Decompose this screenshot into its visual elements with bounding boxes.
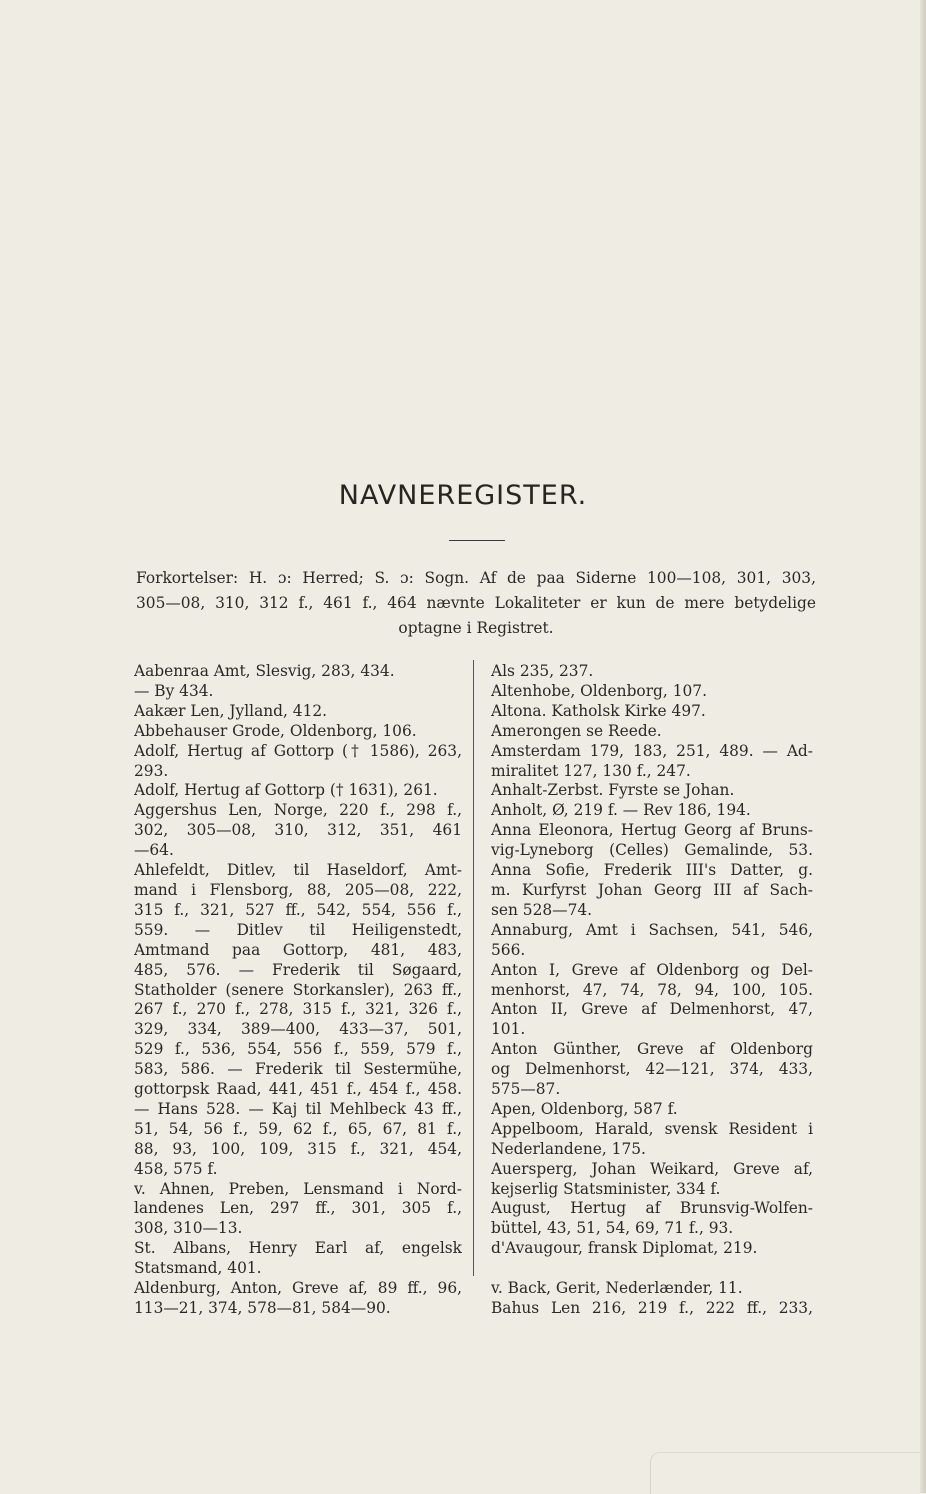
register-entry-line: Anton I, Greve af Oldenborg og Del-	[491, 960, 813, 979]
register-entry-line: Bahus Len 216, 219 f., 222 ff., 233,	[491, 1298, 813, 1317]
register-entry-line: 101.	[491, 1020, 526, 1039]
register-right-column	[491, 662, 813, 1319]
register-entry-line: —64.	[134, 841, 174, 860]
register-entry-line: Als 235, 237.	[491, 662, 594, 680]
abbreviations-note	[136, 566, 816, 641]
abbreviations-line: optagne i Registret.	[398, 619, 554, 637]
register-entry-line: Aldenburg, Anton, Greve af, 89 ff., 96,	[134, 1279, 462, 1298]
register-entry-line: Aabenraa Amt, Slesvig, 283, 434.	[134, 662, 395, 680]
register-entry-line: 293.	[134, 761, 169, 780]
page-edge	[920, 0, 926, 1493]
register-entry-line: 113—21, 374, 578—81, 584—90.	[134, 1299, 391, 1317]
register-entry-line: Anholt, Ø, 219 f. — Rev 186, 194.	[491, 801, 751, 820]
register-entry-line: Statholder (senere Storkansler), 263 ff.,	[134, 980, 462, 999]
title-rule	[449, 540, 505, 541]
register-entry-line: büttel, 43, 51, 54, 69, 71 f., 93.	[491, 1219, 734, 1238]
register-entry-line: 458, 575 f.	[134, 1159, 218, 1178]
register-entry-line: v. Back, Gerit, Nederlænder, 11.	[491, 1279, 743, 1298]
register-entry-line: Anton Günther, Greve af Oldenborg	[491, 1040, 813, 1059]
register-entry-line: 566.	[491, 940, 526, 959]
register-entry-line: 559. — Ditlev til Heiligenstedt,	[134, 920, 462, 939]
register-entry-line: Adolf, Hertug af Gottorp († 1631), 261.	[134, 781, 438, 800]
register-entry-line: 51, 54, 56 f., 59, 62 f., 65, 67, 81 f.,	[134, 1119, 462, 1138]
register-entry-line: Altona. Katholsk Kirke 497.	[491, 701, 706, 720]
abbreviations-line: 305—08, 310, 312 f., 461 f., 464 nævnte Lokaliteter er kun de mere betydelige	[136, 594, 816, 612]
register-entry-line: Amerongen se Reede.	[491, 721, 662, 740]
register-entry-line: menhorst, 47, 74, 78, 94, 100, 105.	[491, 980, 813, 999]
register-entry-line: 575—87.	[491, 1080, 561, 1099]
register-entry-line: Anna Sofie, Frederik III's Datter, g.	[491, 861, 813, 880]
register-entry-line: Altenhobe, Oldenborg, 107.	[491, 681, 707, 700]
register-entry-line: og Delmenhorst, 42—121, 374, 433,	[491, 1060, 813, 1079]
register-entry-line: Annaburg, Amt i Sachsen, 541, 546,	[491, 920, 813, 939]
register-left-column	[134, 662, 462, 1319]
register-entry-line: kejserlig Statsminister, 334 f.	[491, 1179, 721, 1198]
register-entry-line: vig-Lyneborg (Celles) Gemalinde, 53.	[491, 841, 813, 860]
register-entry-line: Apen, Oldenborg, 587 f.	[491, 1099, 678, 1118]
register-entry-line: 315 f., 321, 527 ff., 542, 554, 556 f.,	[134, 900, 462, 919]
register-entry-line: 529 f., 536, 554, 556 f., 559, 579 f.,	[134, 1040, 462, 1059]
register-entry-line: landenes Len, 297 ff., 301, 305 f.,	[134, 1199, 462, 1218]
register-entry-line: miralitet 127, 130 f., 247.	[491, 761, 691, 780]
register-entry-line: gottorpsk Raad, 441, 451 f., 454 f., 458.	[134, 1080, 462, 1099]
register-entry-line: Amtmand paa Gottorp, 481, 483,	[134, 940, 462, 959]
register-entry-line: Aggershus Len, Norge, 220 f., 298 f.,	[134, 801, 462, 820]
register-entry-line: St. Albans, Henry Earl af, engelsk	[134, 1239, 462, 1258]
register-entry-line: 485, 576. — Frederik til Søgaard,	[134, 960, 462, 979]
register-entry-line: 267 f., 270 f., 278, 315 f., 321, 326 f.,	[134, 1000, 462, 1019]
register-entry-line: m. Kurfyrst Johan Georg III af Sach-	[491, 880, 813, 899]
register-entry-line: 302, 305—08, 310, 312, 351, 461	[134, 821, 462, 840]
register-entry-line: August, Hertug af Brunsvig-Wolfen-	[491, 1199, 813, 1218]
register-entry-line: Adolf, Hertug af Gottorp († 1586), 263,	[134, 741, 462, 760]
register-entry-line: mand i Flensborg, 88, 205—08, 222,	[134, 880, 462, 899]
register-entry-line: Aakær Len, Jylland, 412.	[134, 701, 328, 720]
register-entry-line: Anhalt-Zerbst. Fyrste se Johan.	[491, 781, 735, 800]
register-entry-line: Auersperg, Johan Weikard, Greve af,	[491, 1159, 813, 1178]
register-entry-line: Appelboom, Harald, svensk Resident i	[491, 1119, 813, 1138]
register-entry-line: Anton II, Greve af Delmenhorst, 47,	[491, 1000, 813, 1019]
register-entry-line: Amsterdam 179, 183, 251, 489. — Ad-	[491, 741, 813, 760]
page-title: NAVNEREGISTER.	[338, 480, 588, 511]
register-entry-line: Abbehauser Grode, Oldenborg, 106.	[134, 721, 417, 740]
register-entry-line: Nederlandene, 175.	[491, 1139, 646, 1158]
column-divider	[473, 660, 474, 1276]
abbreviations-line: Forkortelser: H. ɔ: Herred; S. ɔ: Sogn. Af de paa Siderne 100—108, 301, 303,	[136, 569, 816, 587]
register-entry-line: 308, 310—13.	[134, 1219, 243, 1238]
register-entry-line: 88, 93, 100, 109, 315 f., 321, 454,	[134, 1139, 462, 1158]
register-entry-line: d'Avaugour, fransk Diplomat, 219.	[491, 1239, 758, 1258]
register-entry-line: Statsmand, 401.	[134, 1259, 262, 1278]
register-entry-line: 583, 586. — Frederik til Sestermühe,	[134, 1060, 462, 1079]
page-corner-mark	[650, 1452, 921, 1494]
register-entry-line: sen 528—74.	[491, 900, 593, 919]
register-entry-line: Anna Eleonora, Hertug Georg af Bruns-	[491, 821, 813, 840]
register-entry-line: Ahlefeldt, Ditlev, til Haseldorf, Amt-	[134, 861, 462, 880]
register-entry-line: — Hans 528. — Kaj til Mehlbeck 43 ff.,	[134, 1099, 462, 1118]
register-entry-line: v. Ahnen, Preben, Lensmand i Nord-	[134, 1179, 462, 1198]
register-entry-line: 329, 334, 389—400, 433—37, 501,	[134, 1020, 462, 1039]
register-entry-line: — By 434.	[134, 681, 214, 700]
